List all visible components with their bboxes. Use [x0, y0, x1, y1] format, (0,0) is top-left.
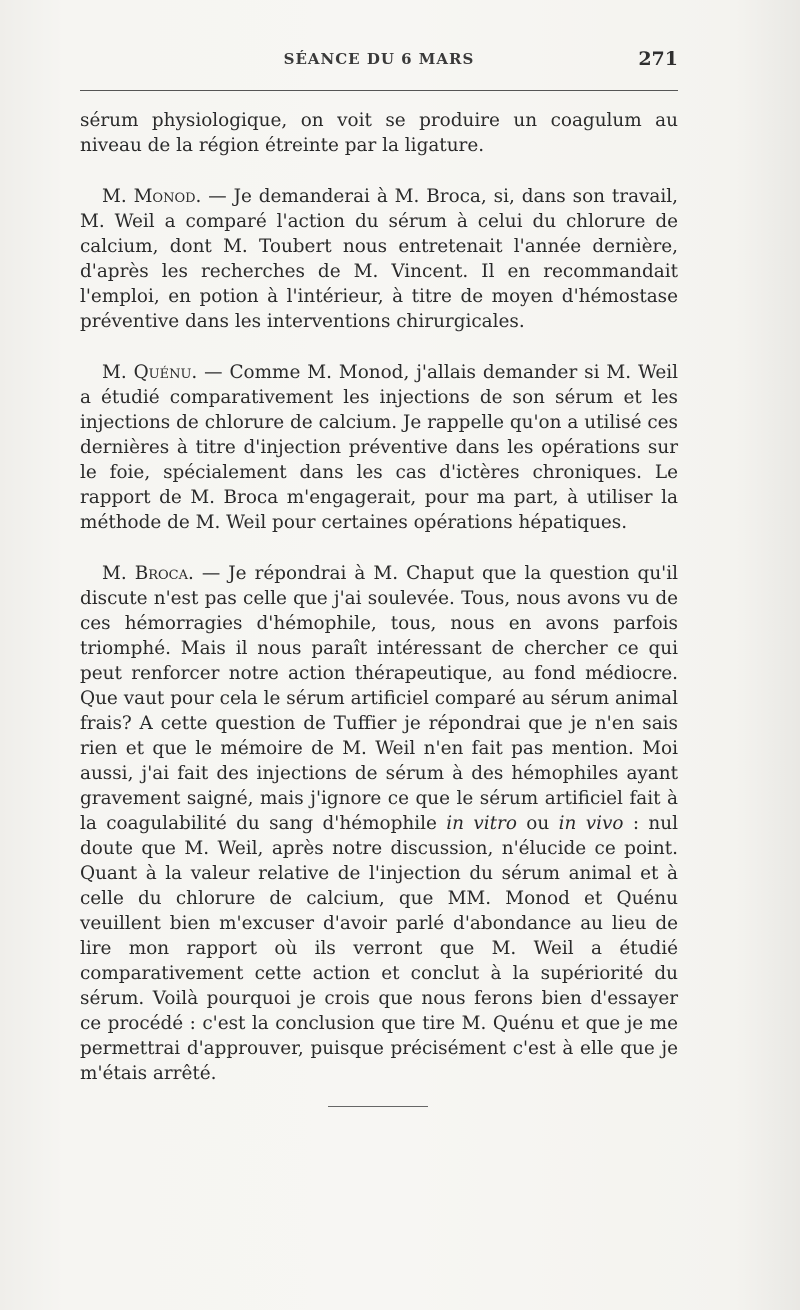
broca-remarks-b: : nul doute que M. Weil, après notre discussion, n'élucide ce point. Quant à la valeur relative de l'injection du sérum animal et à celle du chlorure de calcium, que MM. Monod et Quénu veuillent bien m'excuser d'avoir parlé d'abondance au lieu de lire mon rapport où ils verront que M. Weil a étudié comparativement cette action et conclut à la supériorité du sérum. Voilà pourquoi je crois que nous ferons bien d'essayer ce procédé : c'est la conclusion que tire M. Quénu et que je me permettrai d'approuver, puisque précisément c'est à elle que je m'étais arrêté. [80, 813, 678, 1084]
monod-remarks: — Je demanderai à M. Broca, si, dans son travail, M. Weil a comparé l'action du sérum à celui du chlorure de calcium, dont M. Toubert nous entretenait l'année dernière, d'après les recherches de M. Vincent. Il en recommandait l'emploi, en potion à l'intérieur, à titre de moyen d'hémostase préventive dans les interventions chirurgicales. [80, 186, 678, 332]
paragraph-continuation: sérum physiologique, on voit se produire un coagulum au niveau de la région étreinte par la ligature. [80, 110, 678, 156]
italic-in-vitro: in vitro [446, 813, 517, 834]
broca-or: ou [516, 813, 559, 834]
speaker-quenu: M. Quénu. [102, 362, 198, 383]
running-head: SÉANCE DU 6 MARS [283, 50, 475, 68]
broca-remarks-a: — Je répondrai à M. Chaput que la question qu'il discute n'est pas celle que j'ai soulevée. Tous, nous avons vu de ces hémorragies d'hémophile, tous, nous en avons parfois triomphé. Mais il nous paraît intéressant de chercher ce qui peut renforcer notre action thérapeutique, au fond médiocre. Que vaut pour cela le sérum artificiel comparé au sérum animal frais? A cette question de Tuffier je répondrai que je n'en sais rien et que le mémoire de M. Weil n'en fait pas mention. Moi aussi, j'ai fait des injections de sérum à des hémophiles ayant gravement saigné, mais j'ignore ce que le sérum artificiel fait à la coagulabilité du sang d'hémophile [80, 563, 678, 834]
page-number: 271 [638, 48, 678, 70]
page-header [80, 48, 678, 78]
closing-rule [328, 1106, 428, 1107]
body-text [80, 108, 678, 1086]
paragraph-quenu [80, 360, 678, 535]
header-rule [80, 90, 678, 91]
speaker-broca: M. Broca. [102, 563, 194, 584]
paragraph-monod [80, 184, 678, 334]
quenu-remarks: — Comme M. Monod, j'allais demander si M. Weil a étudié comparativement les injections de son sérum et les injections de chlorure de calcium. Je rappelle qu'on a utilisé ces dernières à titre d'injection préventive dans les opérations sur le foie, spécialement dans les cas d'ictères chroniques. Le rapport de M. Broca m'engagerait, pour ma part, à utiliser la méthode de M. Weil pour certaines opérations hépatiques. [80, 362, 678, 533]
speaker-monod: M. Monod. [102, 186, 202, 207]
paragraph-broca [80, 561, 678, 1086]
italic-in-vivo: in vivo [558, 813, 624, 834]
